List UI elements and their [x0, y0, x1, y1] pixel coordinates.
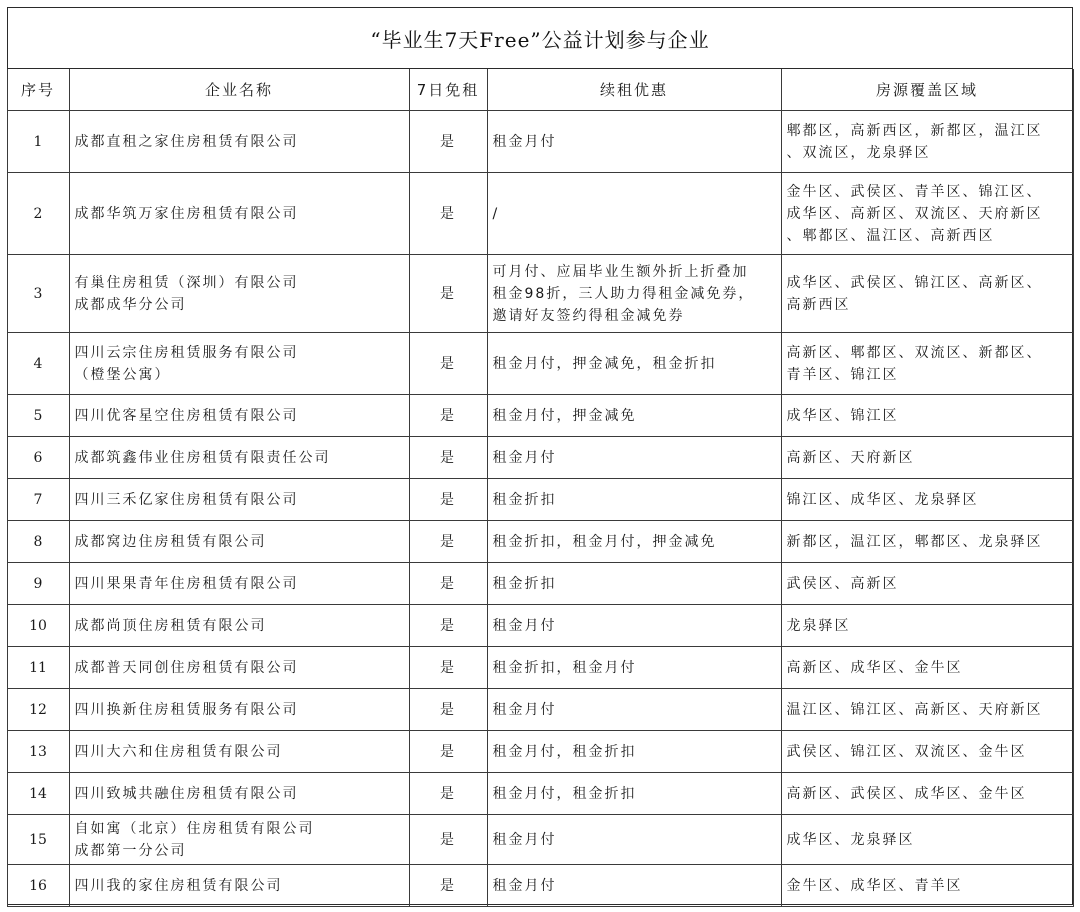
- cell-coverage-area: 金牛区、成华区、青羊区: [781, 865, 1073, 907]
- header-coverage-area: 房源覆盖区域: [781, 69, 1073, 111]
- cell-coverage-area: 郫都区，高新西区，新都区，温江区 、双流区，龙泉驿区: [781, 111, 1073, 173]
- table-row: [7, 333, 1073, 395]
- cell-index: 3: [7, 255, 69, 333]
- cell-coverage-area: 成华区、锦江区: [781, 395, 1073, 437]
- cell-free-rent: 是: [409, 865, 487, 907]
- cell-index: 11: [7, 647, 69, 689]
- cell-company-name: 自如寓（北京）住房租赁有限公司 成都第一分公司: [69, 815, 409, 865]
- cell-renewal-offer: 租金月付，押金减免: [487, 395, 781, 437]
- cell-index: 2: [7, 173, 69, 255]
- cell-renewal-offer: 租金折扣，租金月付: [487, 647, 781, 689]
- cell-free-rent: 是: [409, 395, 487, 437]
- table-row: [7, 563, 1073, 605]
- table-row: [7, 521, 1073, 563]
- cell-renewal-offer: 租金折扣: [487, 563, 781, 605]
- cell-coverage-area: 高新区、天府新区: [781, 437, 1073, 479]
- cell-coverage-area: 高新区、郫都区、双流区、新都区、 青羊区、锦江区: [781, 333, 1073, 395]
- cell-renewal-offer: 租金月付: [487, 689, 781, 731]
- table-row: [7, 479, 1073, 521]
- cell-company-name: 成都普天同创住房租赁有限公司: [69, 647, 409, 689]
- cell-renewal-offer: 租金月付，租金折扣: [487, 731, 781, 773]
- cell-company-name: 四川换新住房租赁服务有限公司: [69, 689, 409, 731]
- cell-index: 6: [7, 437, 69, 479]
- header-index: 序号: [7, 69, 69, 111]
- table-body: [7, 111, 1073, 907]
- cell-index: 12: [7, 689, 69, 731]
- cell-coverage-area: 成华区、龙泉驿区: [781, 815, 1073, 865]
- cell-free-rent: 是: [409, 333, 487, 395]
- cell-renewal-offer: 租金月付: [487, 815, 781, 865]
- header-company: 企业名称: [69, 69, 409, 111]
- table-row: [7, 173, 1073, 255]
- cell-coverage-area: 武侯区、锦江区、双流区、金牛区: [781, 731, 1073, 773]
- cell-index: 9: [7, 563, 69, 605]
- cell-renewal-offer: 租金折扣，租金月付，押金减免: [487, 521, 781, 563]
- cell-index: 8: [7, 521, 69, 563]
- cell-free-rent: 是: [409, 111, 487, 173]
- cell-free-rent: 是: [409, 437, 487, 479]
- cell-company-name: 四川果果青年住房租赁有限公司: [69, 563, 409, 605]
- table-row: [7, 111, 1073, 173]
- cell-coverage-area: 高新区、成华区、金牛区: [781, 647, 1073, 689]
- cell-renewal-offer: 可月付、应届毕业生额外折上折叠加 租金98折，三人助力得租金减免券， 邀请好友签约得租金减免券: [487, 255, 781, 333]
- cell-renewal-offer: 租金折扣: [487, 479, 781, 521]
- cell-renewal-offer: 租金月付，租金折扣: [487, 773, 781, 815]
- cell-company-name: 成都直租之家住房租赁有限公司: [69, 111, 409, 173]
- cell-company-name: 成都尚顶住房租赁有限公司: [69, 605, 409, 647]
- cell-index: 16: [7, 865, 69, 907]
- document-sheet: [7, 7, 1073, 905]
- table-row: [7, 255, 1073, 333]
- cell-company-name: 成都窝边住房租赁有限公司: [69, 521, 409, 563]
- cell-company-name: 四川大六和住房租赁有限公司: [69, 731, 409, 773]
- cell-index: 1: [7, 111, 69, 173]
- cell-renewal-offer: /: [487, 173, 781, 255]
- header-free-rent: 7日免租: [409, 69, 487, 111]
- cell-free-rent: 是: [409, 479, 487, 521]
- cell-coverage-area: 锦江区、成华区、龙泉驿区: [781, 479, 1073, 521]
- cell-company-name: 成都筑鑫伟业住房租赁有限责任公司: [69, 437, 409, 479]
- cell-renewal-offer: 租金月付: [487, 437, 781, 479]
- company-table: [7, 69, 1074, 907]
- cell-free-rent: 是: [409, 563, 487, 605]
- cell-company-name: 四川三禾亿家住房租赁有限公司: [69, 479, 409, 521]
- header-renewal-offer: 续租优惠: [487, 69, 781, 111]
- cell-coverage-area: 温江区、锦江区、高新区、天府新区: [781, 689, 1073, 731]
- cell-coverage-area: 金牛区、武侯区、青羊区、锦江区、 成华区、高新区、双流区、天府新区 、郫都区、温江区、高新西区: [781, 173, 1073, 255]
- cell-coverage-area: 武侯区、高新区: [781, 563, 1073, 605]
- cell-index: 4: [7, 333, 69, 395]
- cell-index: 10: [7, 605, 69, 647]
- cell-coverage-area: 龙泉驿区: [781, 605, 1073, 647]
- cell-index: 7: [7, 479, 69, 521]
- cell-index: 13: [7, 731, 69, 773]
- cell-free-rent: 是: [409, 731, 487, 773]
- table-row: [7, 689, 1073, 731]
- cell-free-rent: 是: [409, 173, 487, 255]
- cell-index: 15: [7, 815, 69, 865]
- cell-renewal-offer: 租金月付: [487, 865, 781, 907]
- table-row: [7, 395, 1073, 437]
- header-row: [7, 69, 1073, 111]
- table-row: [7, 437, 1073, 479]
- cell-index: 5: [7, 395, 69, 437]
- table-row: [7, 605, 1073, 647]
- cell-free-rent: 是: [409, 815, 487, 865]
- cell-company-name: 四川云宗住房租赁服务有限公司 （橙堡公寓）: [69, 333, 409, 395]
- cell-free-rent: 是: [409, 605, 487, 647]
- cell-company-name: 有巢住房租赁（深圳）有限公司 成都成华分公司: [69, 255, 409, 333]
- table-row: [7, 815, 1073, 865]
- cell-index: 14: [7, 773, 69, 815]
- cell-coverage-area: 高新区、武侯区、成华区、金牛区: [781, 773, 1073, 815]
- table-row: [7, 731, 1073, 773]
- cell-renewal-offer: 租金月付，押金减免，租金折扣: [487, 333, 781, 395]
- cell-company-name: 四川优客星空住房租赁有限公司: [69, 395, 409, 437]
- cell-company-name: 四川致城共融住房租赁有限公司: [69, 773, 409, 815]
- cell-free-rent: 是: [409, 521, 487, 563]
- cell-renewal-offer: 租金月付: [487, 605, 781, 647]
- table-row: [7, 865, 1073, 907]
- table-row: [7, 773, 1073, 815]
- cell-company-name: 四川我的家住房租赁有限公司: [69, 865, 409, 907]
- table-row: [7, 647, 1073, 689]
- cell-free-rent: 是: [409, 773, 487, 815]
- cell-free-rent: 是: [409, 255, 487, 333]
- cell-coverage-area: 新都区，温江区，郫都区、龙泉驿区: [781, 521, 1073, 563]
- cell-company-name: 成都华筑万家住房租赁有限公司: [69, 173, 409, 255]
- cell-free-rent: 是: [409, 647, 487, 689]
- table-title: “毕业生7天Free”公益计划参与企业: [8, 8, 1072, 69]
- cell-renewal-offer: 租金月付: [487, 111, 781, 173]
- cell-free-rent: 是: [409, 689, 487, 731]
- cell-coverage-area: 成华区、武侯区、锦江区、高新区、 高新西区: [781, 255, 1073, 333]
